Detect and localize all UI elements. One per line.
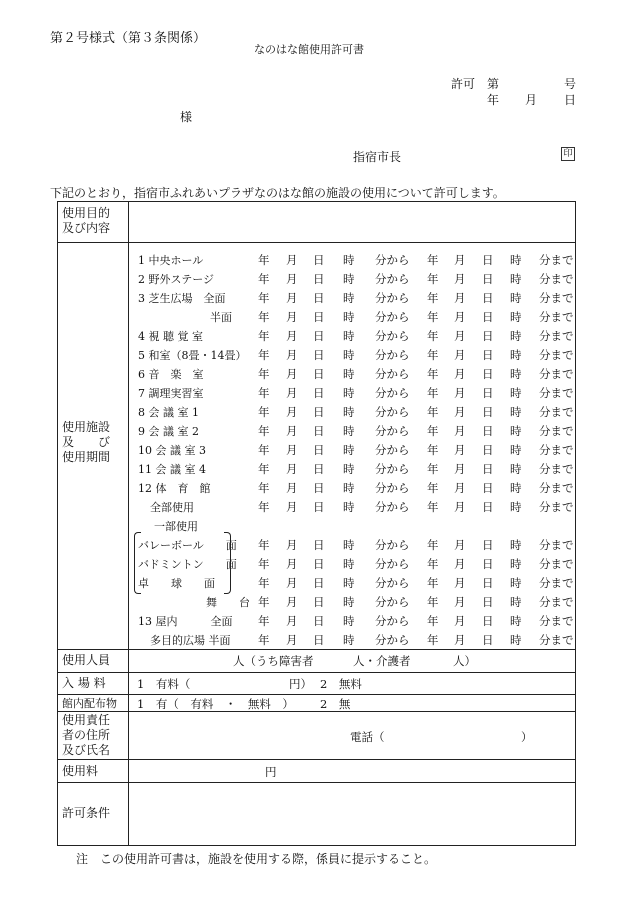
facility-name: 6 音 楽 室 [138,368,204,381]
time-slot-tsuki: 月 [454,386,466,400]
time-slot-until: 分まで [539,633,574,647]
time-slot-until: 分まで [539,329,574,343]
time-slot-ji: 時 [510,329,522,343]
time-slot-from: 分から [375,367,410,381]
time-slot-nen: 年 [258,557,270,571]
time-slot-until: 分まで [539,310,574,324]
facility-name: 多目的広場 半面 [150,634,231,647]
bracket-left [134,532,141,594]
conditions-field[interactable] [130,784,570,842]
time-slot-ji: 時 [510,614,522,628]
time-slot-until: 分まで [539,595,574,609]
time-slot-ji: 時 [343,367,355,381]
time-slot-ji: 時 [510,348,522,362]
facility-name: 4 視 聴 覚 室 [138,330,203,343]
time-slot-hi: 日 [482,538,494,552]
time-slot-hi: 日 [313,386,325,400]
time-slot-nen: 年 [258,272,270,286]
time-slot-nen: 年 [427,329,439,343]
time-slot-until: 分まで [539,481,574,495]
time-slot-ji: 時 [343,253,355,267]
time-slot-ji: 時 [510,481,522,495]
time-slot-hi: 日 [482,424,494,438]
time-slot-tsuki: 月 [286,633,298,647]
time-slot-ji: 時 [510,595,522,609]
time-slot-hi: 日 [313,614,325,628]
time-slot-nen: 年 [427,424,439,438]
time-slot-ji: 時 [343,538,355,552]
time-slot-tsuki: 月 [454,405,466,419]
time-slot-ji: 時 [343,595,355,609]
time-slot-from: 分から [375,481,410,495]
time-slot-hi: 日 [482,576,494,590]
time-slot-hi: 日 [313,291,325,305]
time-slot-hi: 日 [313,557,325,571]
time-slot-tsuki: 月 [454,481,466,495]
time-slot-ji: 時 [343,329,355,343]
facility-name: 一部使用 [154,520,198,533]
time-slot-hi: 日 [313,595,325,609]
time-slot-nen: 年 [427,576,439,590]
purpose-label: 使用目的 及び内容 [62,206,111,235]
time-slot-nen: 年 [427,405,439,419]
time-slot-from: 分から [375,272,410,286]
time-slot-nen: 年 [258,576,270,590]
time-slot-from: 分から [375,329,410,343]
time-slot-hi: 日 [482,386,494,400]
time-slot-ji: 時 [510,443,522,457]
admission-paid[interactable]: 1 有料（ [137,677,191,691]
time-slot-hi: 日 [482,481,494,495]
users-total-unit: 人（うち障害者 [233,654,314,668]
time-slot-from: 分から [375,462,410,476]
time-slot-nen: 年 [258,405,270,419]
time-slot-hi: 日 [482,310,494,324]
time-slot-nen: 年 [427,443,439,457]
time-slot-ji: 時 [343,424,355,438]
time-slot-nen: 年 [427,348,439,362]
time-slot-tsuki: 月 [454,253,466,267]
time-slot-until: 分まで [539,424,574,438]
facility-label: 使用施設 及 び 使用期間 [62,420,111,464]
time-slot-from: 分から [375,310,410,324]
time-slot-hi: 日 [313,367,325,381]
time-slot-nen: 年 [427,614,439,628]
time-slot-ji: 時 [510,310,522,324]
facility-name: 2 野外ステージ [138,273,215,286]
time-slot-nen: 年 [258,329,270,343]
facility-name: 5 和室（8畳・14畳） [138,349,247,362]
facility-name: 半面 [210,311,232,324]
time-slot-nen: 年 [427,557,439,571]
permit-month: 月 [525,93,538,107]
time-slot-tsuki: 月 [454,576,466,590]
time-slot-tsuki: 月 [454,291,466,305]
time-slot-until: 分まで [539,272,574,286]
time-slot-from: 分から [375,576,410,590]
time-slot-tsuki: 月 [286,443,298,457]
time-slot-nen: 年 [258,367,270,381]
fee-unit: 円 [265,765,277,779]
time-slot-hi: 日 [482,253,494,267]
time-slot-from: 分から [375,405,410,419]
permit-go: 号 [564,77,577,91]
time-slot-nen: 年 [258,310,270,324]
time-slot-tsuki: 月 [454,310,466,324]
time-slot-until: 分まで [539,462,574,476]
time-slot-until: 分まで [539,538,574,552]
time-slot-hi: 日 [482,443,494,457]
time-slot-nen: 年 [427,253,439,267]
time-slot-tsuki: 月 [286,291,298,305]
time-slot-hi: 日 [482,462,494,476]
time-slot-ji: 時 [510,405,522,419]
handout-label: 館内配布物 [62,697,117,710]
time-slot-nen: 年 [258,633,270,647]
facility-name: バドミントン 面 [138,558,237,571]
time-slot-nen: 年 [258,538,270,552]
time-slot-nen: 年 [258,481,270,495]
facility-name: 全部使用 [150,501,194,514]
time-slot-tsuki: 月 [454,614,466,628]
permit-day: 日 [564,93,577,107]
permit-year: 年 [487,93,500,107]
time-slot-tsuki: 月 [454,462,466,476]
time-slot-nen: 年 [427,538,439,552]
issuer: 指宿市長 [353,150,402,164]
facility-name: 12 体 育 館 [138,482,211,495]
time-slot-from: 分から [375,291,410,305]
time-slot-hi: 日 [313,329,325,343]
users-close: 人） [453,654,476,668]
time-slot-tsuki: 月 [286,538,298,552]
time-slot-tsuki: 月 [286,614,298,628]
time-slot-hi: 日 [482,348,494,362]
time-slot-nen: 年 [427,595,439,609]
footnote: 注 この使用許可書は，施設を使用する際，係員に提示すること。 [76,852,437,866]
time-slot-tsuki: 月 [286,348,298,362]
time-slot-hi: 日 [313,310,325,324]
time-slot-ji: 時 [510,424,522,438]
time-slot-ji: 時 [510,462,522,476]
time-slot-hi: 日 [482,614,494,628]
time-slot-hi: 日 [313,348,325,362]
form-number: 第２号様式（第３条関係） [50,31,207,46]
time-slot-tsuki: 月 [454,329,466,343]
time-slot-hi: 日 [313,633,325,647]
time-slot-nen: 年 [427,481,439,495]
time-slot-hi: 日 [482,500,494,514]
time-slot-until: 分まで [539,405,574,419]
users-label: 使用人員 [62,653,111,667]
time-slot-hi: 日 [313,424,325,438]
permit-prefix: 許可 [451,77,476,91]
time-slot-tsuki: 月 [454,500,466,514]
facility-name: 11 会 議 室 4 [138,463,206,476]
time-slot-nen: 年 [427,272,439,286]
users-caregiver: 人・介護者 [353,654,411,668]
time-slot-ji: 時 [510,538,522,552]
time-slot-hi: 日 [313,462,325,476]
time-slot-hi: 日 [482,633,494,647]
time-slot-nen: 年 [427,633,439,647]
phone-label: 電話（ [350,730,385,744]
intro-text: 下記のとおり，指宿市ふれあいプラザなのはな館の施設の使用について許可します。 [50,186,505,200]
time-slot-from: 分から [375,538,410,552]
time-slot-nen: 年 [258,595,270,609]
seal-stamp: 印 [561,147,575,161]
time-slot-ji: 時 [343,348,355,362]
time-slot-hi: 日 [313,538,325,552]
time-slot-ji: 時 [510,633,522,647]
time-slot-ji: 時 [510,272,522,286]
time-slot-nen: 年 [427,462,439,476]
time-slot-ji: 時 [343,576,355,590]
time-slot-tsuki: 月 [454,538,466,552]
facility-name: 卓 球 面 [138,577,215,590]
facility-name: 7 調理実習室 [138,387,204,400]
time-slot-nen: 年 [427,500,439,514]
time-slot-hi: 日 [313,253,325,267]
time-slot-ji: 時 [343,481,355,495]
time-slot-until: 分まで [539,557,574,571]
permit-dai: 第 [487,77,500,91]
time-slot-hi: 日 [482,405,494,419]
time-slot-ji: 時 [343,633,355,647]
time-slot-from: 分から [375,614,410,628]
time-slot-ji: 時 [343,386,355,400]
time-slot-hi: 日 [313,405,325,419]
time-slot-nen: 年 [258,443,270,457]
time-slot-tsuki: 月 [286,386,298,400]
time-slot-from: 分から [375,633,410,647]
time-slot-tsuki: 月 [286,253,298,267]
handout-yes[interactable]: 1 有（ 有料 ・ 無料 ） [137,697,294,711]
handout-no[interactable]: 2 無 [320,697,351,711]
time-slot-ji: 時 [510,576,522,590]
time-slot-ji: 時 [343,443,355,457]
time-slot-nen: 年 [258,462,270,476]
admission-yen: 円） [289,677,312,691]
time-slot-hi: 日 [313,576,325,590]
time-slot-tsuki: 月 [454,272,466,286]
time-slot-from: 分から [375,348,410,362]
time-slot-tsuki: 月 [286,595,298,609]
facility-name: 舞 台 [206,596,250,609]
document-title: なのはな館使用許可書 [254,43,364,56]
time-slot-tsuki: 月 [454,633,466,647]
time-slot-tsuki: 月 [286,500,298,514]
time-slot-nen: 年 [258,424,270,438]
label-column-divider [128,202,129,845]
time-slot-ji: 時 [343,557,355,571]
time-slot-hi: 日 [313,272,325,286]
time-slot-ji: 時 [343,500,355,514]
time-slot-until: 分まで [539,386,574,400]
time-slot-until: 分まで [539,253,574,267]
time-slot-from: 分から [375,424,410,438]
purpose-field[interactable] [130,204,570,240]
time-slot-ji: 時 [343,272,355,286]
time-slot-tsuki: 月 [286,462,298,476]
time-slot-tsuki: 月 [286,310,298,324]
time-slot-hi: 日 [482,367,494,381]
time-slot-tsuki: 月 [454,557,466,571]
time-slot-nen: 年 [427,367,439,381]
facility-name: 3 芝生広場 全面 [138,292,226,305]
time-slot-ji: 時 [510,500,522,514]
facility-name: 1 中央ホール [138,254,204,267]
time-slot-ji: 時 [510,386,522,400]
time-slot-ji: 時 [510,291,522,305]
time-slot-ji: 時 [343,291,355,305]
time-slot-ji: 時 [343,462,355,476]
time-slot-tsuki: 月 [286,576,298,590]
time-slot-until: 分まで [539,367,574,381]
facility-name: バレーボール 面 [138,539,237,552]
time-slot-hi: 日 [482,557,494,571]
time-slot-tsuki: 月 [286,367,298,381]
time-slot-nen: 年 [258,348,270,362]
time-slot-until: 分まで [539,348,574,362]
time-slot-tsuki: 月 [454,367,466,381]
time-slot-tsuki: 月 [286,405,298,419]
time-slot-tsuki: 月 [286,481,298,495]
time-slot-from: 分から [375,595,410,609]
time-slot-nen: 年 [258,291,270,305]
time-slot-from: 分から [375,386,410,400]
time-slot-tsuki: 月 [454,424,466,438]
time-slot-until: 分まで [539,443,574,457]
bracket-right [224,532,231,594]
time-slot-tsuki: 月 [454,443,466,457]
time-slot-hi: 日 [313,500,325,514]
responsible-label: 使用責任 者の住所 及び氏名 [62,713,111,757]
time-slot-tsuki: 月 [454,348,466,362]
time-slot-from: 分から [375,500,410,514]
time-slot-hi: 日 [313,481,325,495]
time-slot-hi: 日 [482,329,494,343]
time-slot-ji: 時 [343,614,355,628]
time-slot-hi: 日 [313,443,325,457]
time-slot-nen: 年 [258,614,270,628]
time-slot-tsuki: 月 [286,272,298,286]
time-slot-hi: 日 [482,291,494,305]
facility-name: 13 屋内 全面 [138,615,233,628]
time-slot-tsuki: 月 [286,329,298,343]
time-slot-ji: 時 [510,367,522,381]
time-slot-ji: 時 [343,405,355,419]
facility-name: 8 会 議 室 1 [138,406,199,419]
time-slot-tsuki: 月 [454,595,466,609]
time-slot-nen: 年 [258,500,270,514]
time-slot-from: 分から [375,557,410,571]
time-slot-tsuki: 月 [286,424,298,438]
time-slot-ji: 時 [510,253,522,267]
time-slot-until: 分まで [539,500,574,514]
permit-table [57,201,576,846]
phone-close: ） [521,730,533,744]
time-slot-hi: 日 [482,272,494,286]
time-slot-until: 分まで [539,614,574,628]
admission-free[interactable]: 2 無料 [320,677,362,691]
time-slot-nen: 年 [258,386,270,400]
addressee-sama: 様 [180,110,193,124]
time-slot-ji: 時 [510,557,522,571]
admission-label: 入 場 料 [62,676,106,690]
facility-name: 9 会 議 室 2 [138,425,199,438]
time-slot-nen: 年 [427,291,439,305]
time-slot-from: 分から [375,253,410,267]
time-slot-nen: 年 [427,310,439,324]
time-slot-ji: 時 [343,310,355,324]
time-slot-nen: 年 [427,386,439,400]
time-slot-from: 分から [375,443,410,457]
time-slot-hi: 日 [482,595,494,609]
time-slot-until: 分まで [539,291,574,305]
fee-label: 使用料 [62,764,99,778]
conditions-label: 許可条件 [62,806,111,820]
time-slot-nen: 年 [258,253,270,267]
time-slot-tsuki: 月 [286,557,298,571]
facility-name: 10 会 議 室 3 [138,444,206,457]
time-slot-until: 分まで [539,576,574,590]
